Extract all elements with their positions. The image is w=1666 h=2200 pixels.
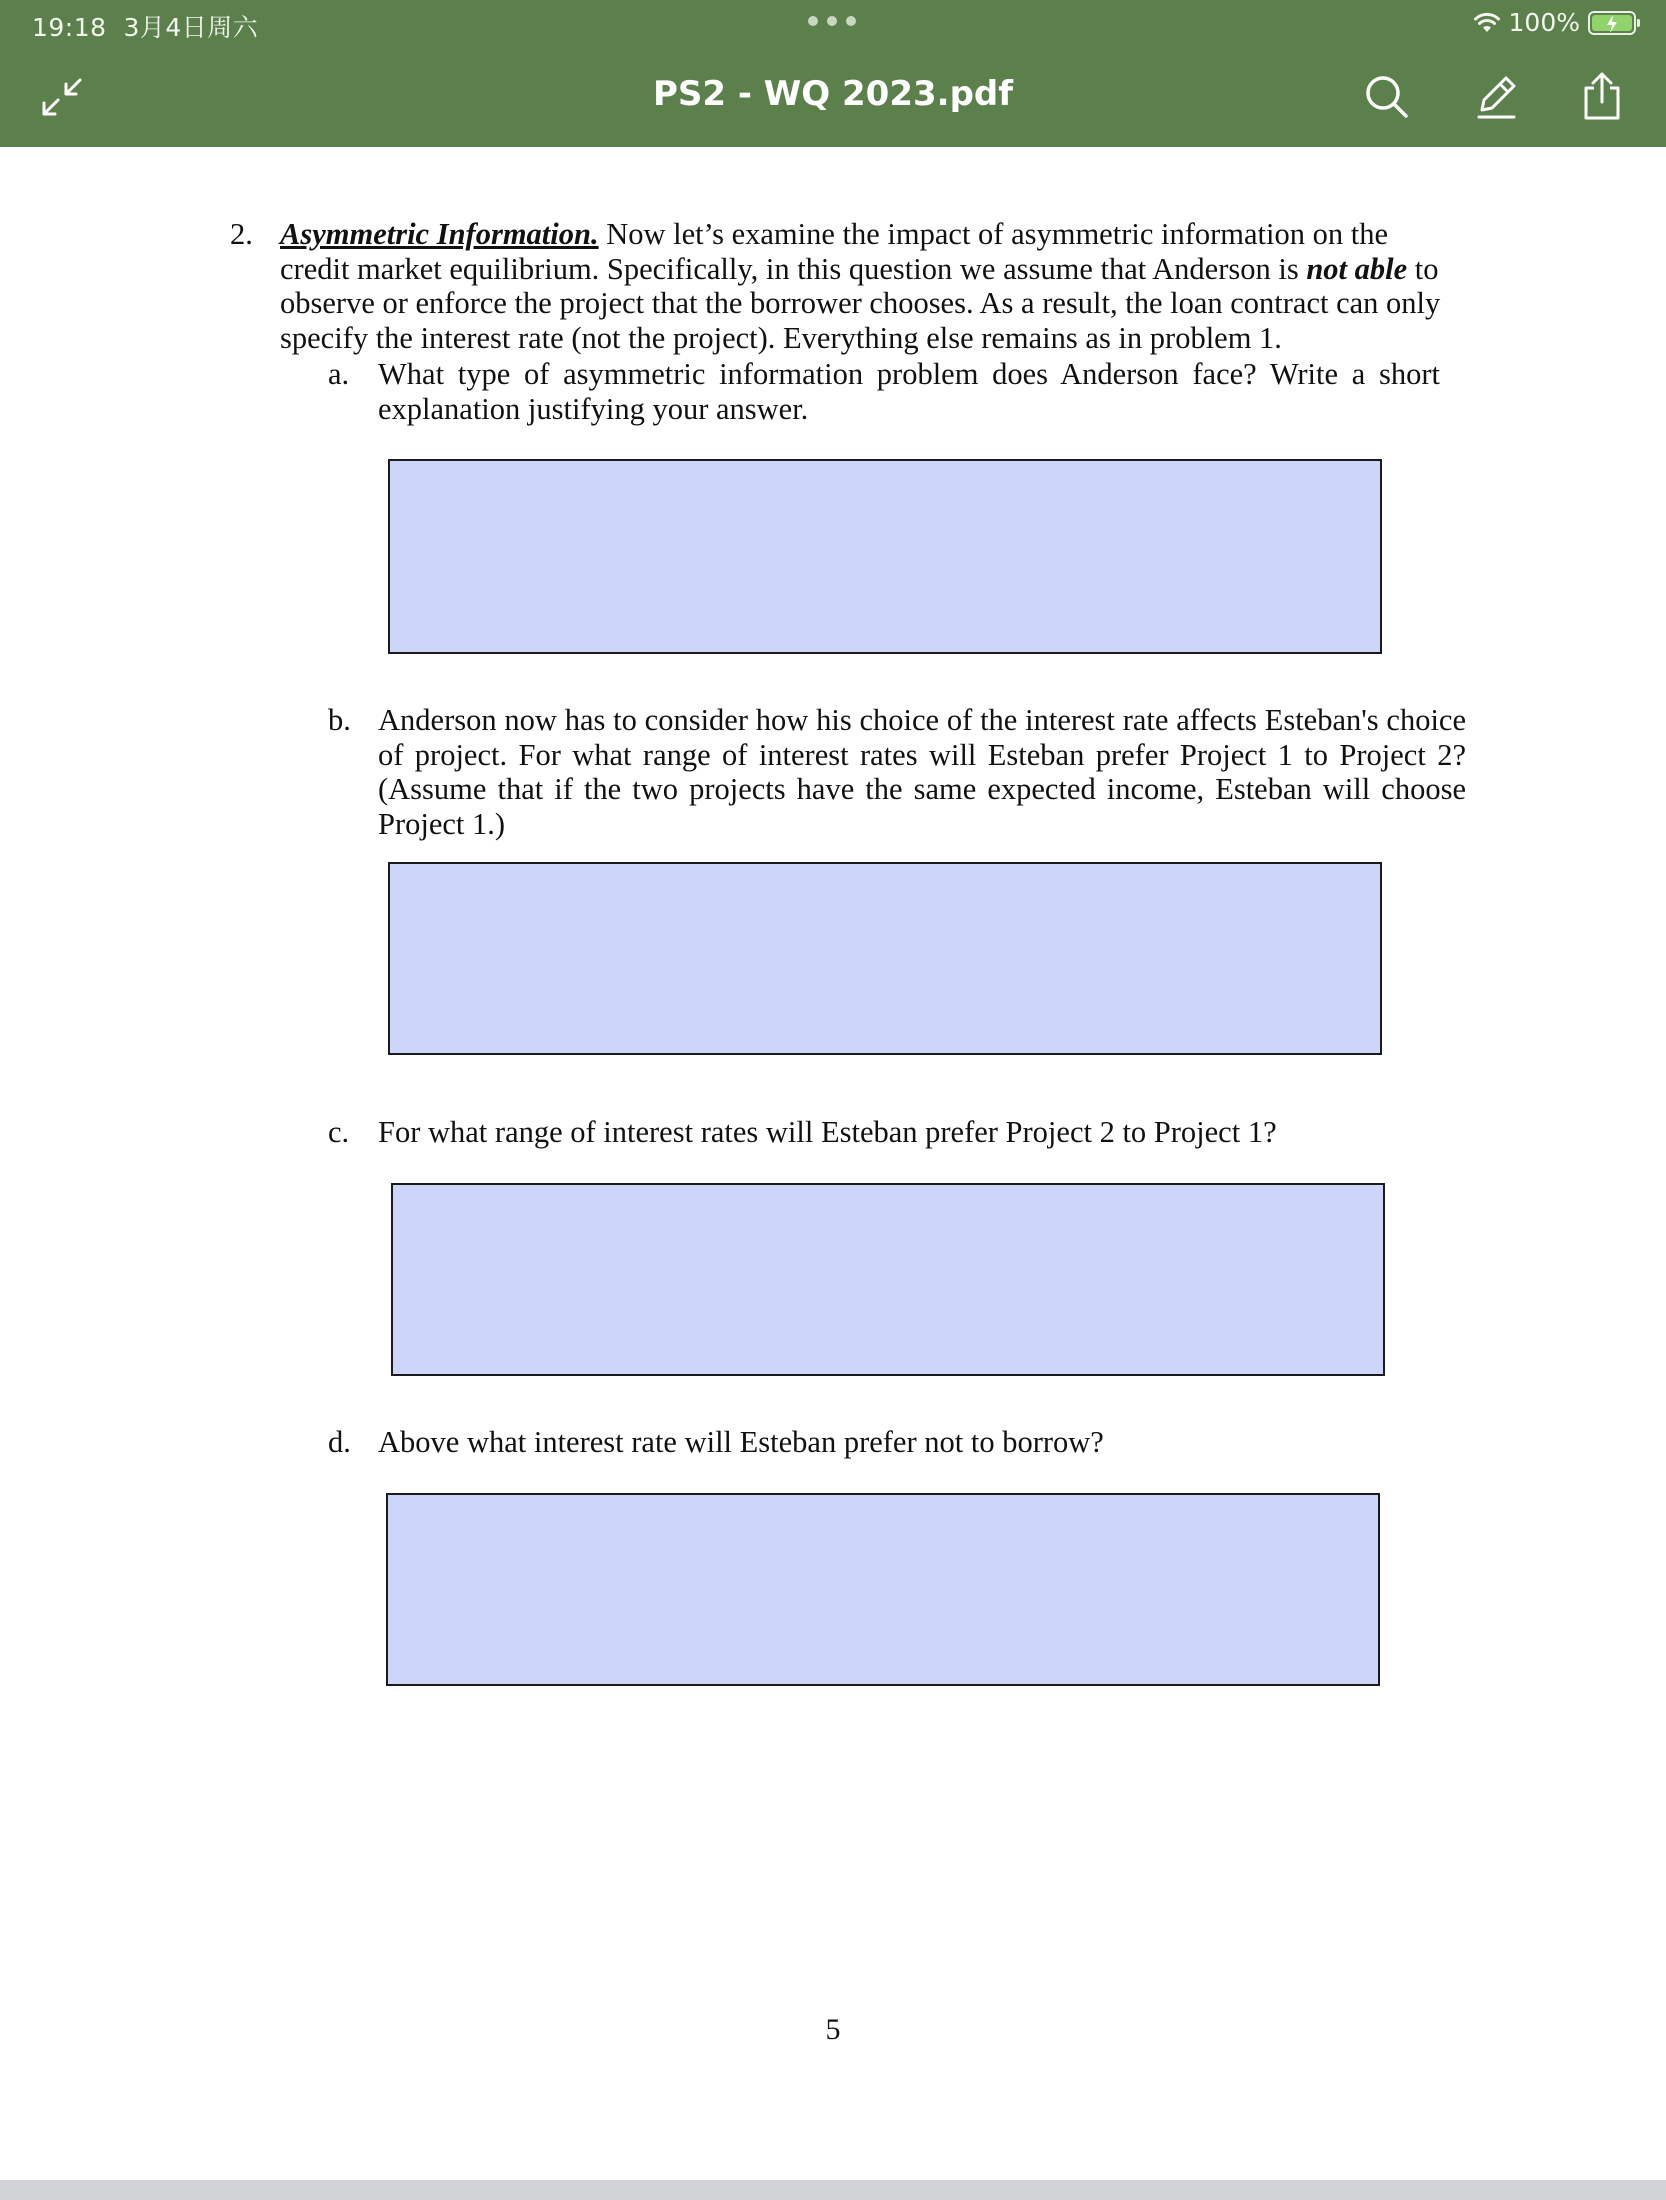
part-c-text: For what range of interest rates will Esteban prefer Project 2 to Project 1? — [378, 1115, 1277, 1149]
part-a-label: a. — [328, 357, 350, 391]
collapse-arrows-icon[interactable] — [40, 76, 84, 123]
answer-field-c[interactable] — [391, 1183, 1385, 1376]
status-indicators — [1473, 8, 1636, 37]
document-title: PS2 - WQ 2023.pdf — [652, 74, 1014, 114]
part-a-text: What type of asymmetric information problem does Anderson face? Write a short explanation justifying your answer. — [378, 357, 1440, 426]
battery-percent: 100% — [1508, 8, 1580, 37]
bottom-scroll-strip — [0, 2180, 1666, 2200]
status-clock: 19:18 — [32, 13, 107, 42]
multitasking-dots[interactable] — [808, 14, 856, 28]
status-time — [32, 8, 258, 44]
answer-field-b[interactable] — [388, 862, 1382, 1055]
question-number: 2. — [230, 217, 253, 251]
status-date: 3月4日周六 — [123, 13, 259, 42]
answer-field-a[interactable] — [388, 459, 1382, 654]
question-title: Asymmetric Information. — [280, 217, 599, 251]
question-intro-part-2: to observe or enforce the project that the borrower chooses. As a result, the loan contract can only specify the interest rate (not the project). Everything else remains as in problem 1. — [280, 251, 1441, 355]
share-icon[interactable] — [1580, 70, 1624, 127]
part-c-label: c. — [328, 1115, 350, 1149]
wifi-icon — [1473, 12, 1501, 34]
part-d-label: d. — [328, 1425, 351, 1459]
answer-field-d[interactable] — [386, 1493, 1380, 1686]
page-number: 5 — [825, 2013, 841, 2046]
question-emphasis: not able — [1306, 251, 1408, 286]
top-toolbar — [0, 0, 1666, 147]
highlighter-pen-icon[interactable] — [1476, 74, 1520, 125]
part-b-label: b. — [328, 703, 351, 737]
part-b-text: Anderson now has to consider how his choice of the interest rate affects Esteban's choice of project. For what range of interest rates will Esteban prefer Project 1 to Project 2? (Assume that if the two projects have the same expected income, Esteban will choose Project 1.) — [378, 703, 1466, 841]
search-icon[interactable] — [1364, 74, 1410, 125]
part-d-text: Above what interest rate will Esteban prefer not to borrow? — [378, 1425, 1104, 1459]
question-intro-part-1: Now let’s examine the impact of asymmetric information on the credit market equilibrium. Specifically, in this question we assume that Anderson is — [280, 217, 1388, 286]
question-intro — [280, 217, 1446, 355]
battery-icon — [1588, 11, 1636, 35]
